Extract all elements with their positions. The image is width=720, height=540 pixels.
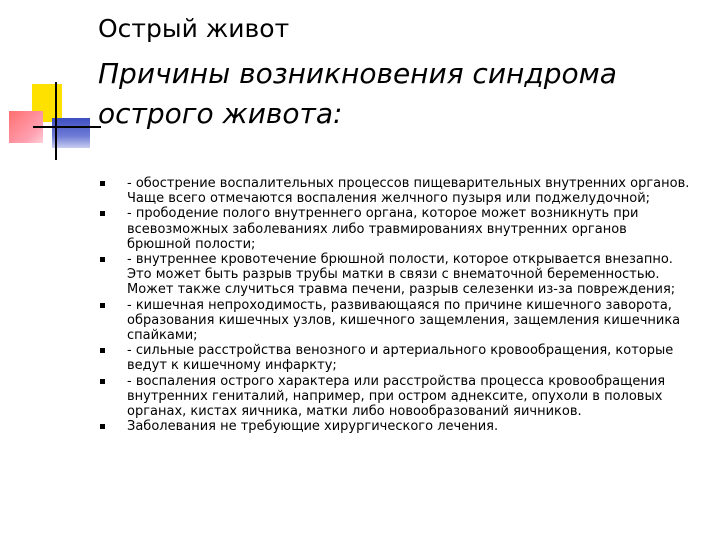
list-item [98,176,694,206]
square-bullet-icon [100,181,105,186]
list-item-text: - воспаления острого характера или расстройства процесса кровообращения внутренних гениталий, например, при остром аднексите, опухоли в половых органах, кистах яичника, матки либо новообразований яичников. [127,373,666,420]
slide-subtitle: Причины возникновения синдрома острого живота: [98,57,617,130]
list-item [98,343,694,373]
list-item [98,298,694,344]
list-item-text: - кишечная непроходимость, развивающаяся по причине кишечного заворота, образования кишечных узлов, кишечного защемления, защемления кишечника спайками; [127,297,681,344]
logo-blue-square [52,118,90,148]
list-item [98,252,694,298]
square-bullet-icon [100,211,105,216]
square-bullet-icon [100,379,105,384]
logo-horizontal-line [33,126,101,128]
square-bullet-icon [100,257,105,262]
list-item-text: - внутреннее кровотечение брюшной полости, которое открывается внезапно. Это может быть разрыв трубы матки в связи с внематочной беременностью. Может также случиться травма печени, разрыв селезенки из-за повреждения; [127,252,676,298]
slide-logo [0,0,100,165]
causes-list [98,176,694,434]
list-item [98,374,694,420]
list-item [98,206,694,252]
list-item-text: - обострение воспалительных процессов пищеварительных внутренних органов. Чаще всего отмечаются воспаления желчного пузыря или поджелудочной; [127,176,690,207]
slide-title: Острый живот [98,14,290,43]
list-item-text: Заболевания не требующие хирургического лечения. [127,419,499,435]
list-item-text: - сильные расстройства венозного и артериального кровообращения, которые ведут к кишечному инфаркту; [127,343,674,374]
square-bullet-icon [100,348,105,353]
list-item [98,419,694,434]
square-bullet-icon [100,303,105,308]
list-item-text: - прободение полого внутреннего органа, которое может возникнуть при всевозможных заболеваниях либо травмированиях внутренних органов брюшной полости; [127,206,639,252]
logo-vertical-line [55,82,57,160]
square-bullet-icon [100,424,105,429]
